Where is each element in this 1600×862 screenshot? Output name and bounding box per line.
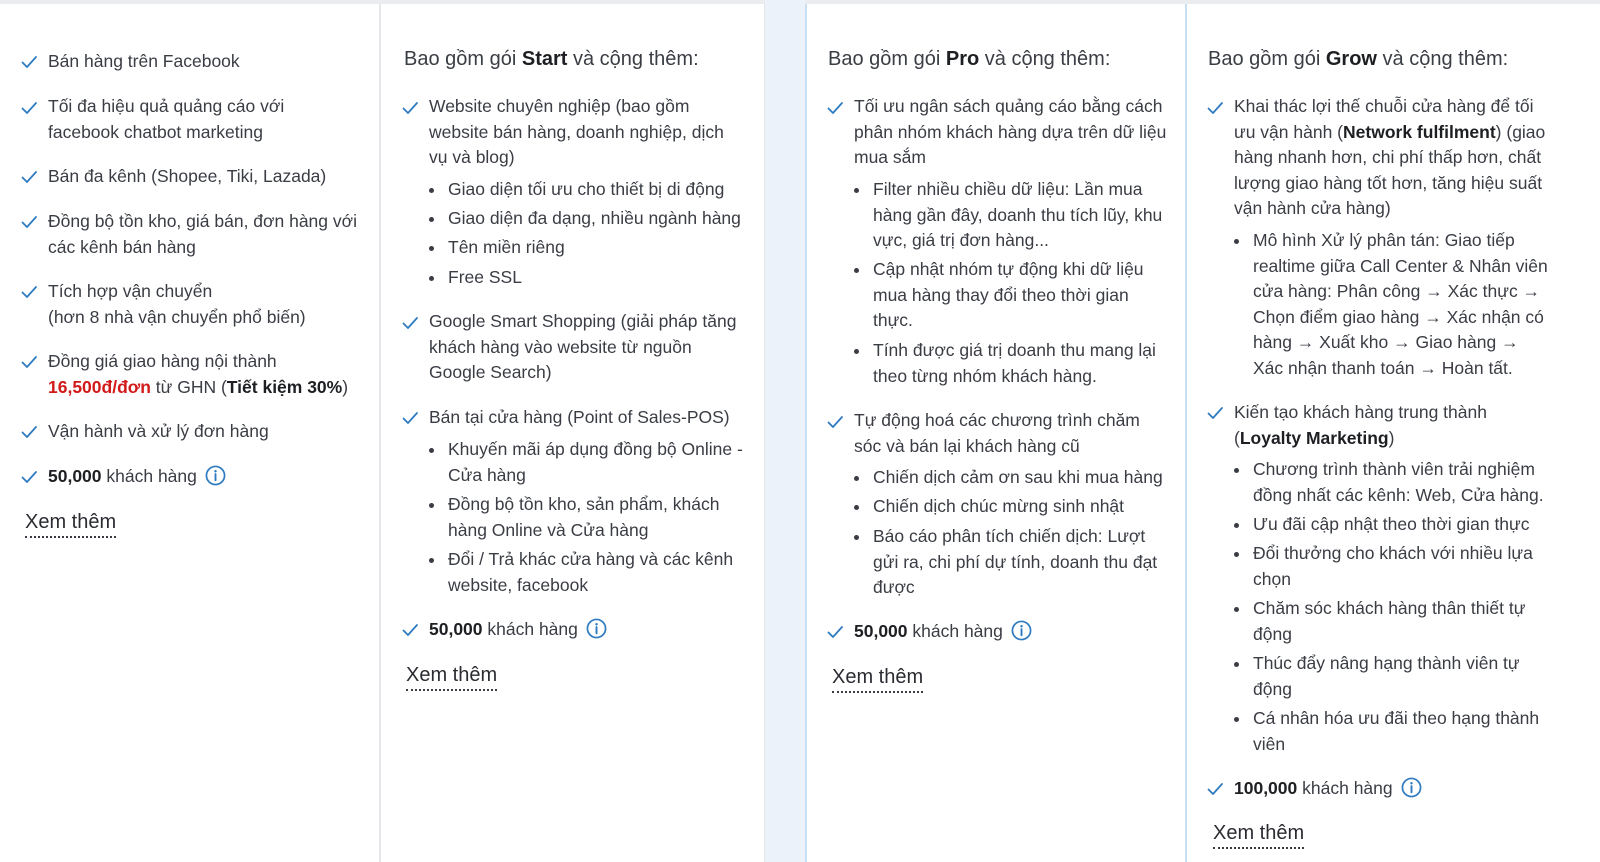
sub-feature: Thúc đẩy nâng hạng thành viên tự động [1253, 651, 1543, 702]
sub-feature: Ưu đãi cập nhật theo thời gian thực [1253, 512, 1553, 538]
check-icon [20, 353, 38, 371]
check-icon [20, 168, 38, 186]
check-icon [1206, 404, 1224, 422]
customer-count-value: 100,000 [1234, 778, 1298, 798]
feature-text: Website chuyên nghiệp (bao gồm website bán hàng, doanh nghiệp, dịch vụ và blog) [429, 96, 724, 167]
sub-feature: Giao diện tối ưu cho thiết bị di động [448, 177, 748, 203]
feature-item: Kiến tạo khách hàng trung thành (Loyalty Marketing) [1234, 402, 1487, 448]
customer-count-label: khách hàng [482, 619, 578, 639]
feature-item [48, 209, 368, 260]
sub-feature: Chương trình thành viên trải nghiệm đồng nhất các kênh: Web, Cửa hàng. [1253, 457, 1553, 508]
customer-count-label: khách hàng [101, 466, 197, 486]
sub-feature: Tính được giá trị doanh thu mang lại theo từng nhóm khách hàng. [873, 338, 1163, 389]
sub-feature: Báo cáo phân tích chiến dịch: Lượt gửi ra, chi phí dự tính, doanh thu đạt được [873, 524, 1168, 601]
feature-text: Tự động hoá các chương trình chăm sóc và bán lại khách hàng cũ [854, 410, 1140, 456]
check-icon [826, 413, 844, 431]
plan-column-start [0, 4, 381, 862]
feature-item: Khai thác lợi thế chuỗi cửa hàng để tối ưu vận hành (Network fulfilment) (giao hàng nhanh hơn, chi phí thấp hơn, chất lượng giao hàng tốt hơn, tăng hiệu suất vận hành cửa hàng) [1234, 96, 1546, 218]
plan-heading: Bao gồm gói Pro và cộng thêm: [828, 48, 1111, 70]
feature-text: Vận hành và xử lý đơn hàng [48, 421, 269, 441]
feature-item [48, 164, 368, 190]
check-icon [1206, 99, 1224, 117]
feature-text: Bán tại cửa hàng (Point of Sales-POS) [429, 407, 730, 427]
feature-item [429, 309, 744, 386]
sub-feature: Chiến dịch chúc mừng sinh nhật [873, 494, 1173, 520]
feature-text: Google Smart Shopping (giải pháp tăng khách hàng vào website từ nguồn Google Search) [429, 311, 737, 382]
plan-name: Start [521, 48, 568, 70]
check-icon [20, 468, 38, 486]
check-icon [20, 53, 38, 71]
feature-text: Bán đa kênh (Shopee, Tiki, Lazada) [48, 166, 327, 186]
price-highlight: 16,500đ/đơn [48, 376, 151, 397]
feature-subtext: (hơn 8 nhà vận chuyển phổ biến) [48, 306, 306, 327]
check-icon [20, 423, 38, 441]
saving-label: Tiết kiệm 30% [226, 376, 343, 397]
info-icon[interactable] [1011, 620, 1032, 641]
sub-feature: Giao diện đa dạng, nhiều ngành hàng [448, 206, 753, 232]
check-icon [20, 99, 38, 117]
feature-text: ) [342, 376, 349, 397]
feature-text: Bán hàng trên Facebook [48, 51, 240, 71]
plan-column-pro [381, 4, 765, 862]
customer-count-value: 50,000 [854, 621, 908, 641]
plan-name: Pro [945, 48, 980, 70]
check-icon [1206, 780, 1224, 798]
info-icon[interactable] [1401, 777, 1422, 798]
see-more-link[interactable]: Xem thêm [406, 664, 497, 691]
feature-bold: Loyalty Marketing [1239, 427, 1389, 448]
sub-feature: Chăm sóc khách hàng thân thiết tự động [1253, 596, 1543, 647]
feature-text: Đồng giá giao hàng nội thành [48, 351, 277, 371]
sub-feature: Khuyến mãi áp dụng đồng bộ Online - Cửa hàng [448, 437, 743, 488]
check-icon [826, 623, 844, 641]
feature-item [48, 419, 368, 445]
customer-count [429, 617, 744, 643]
check-icon [401, 621, 419, 639]
see-more-link[interactable]: Xem thêm [832, 666, 923, 693]
sub-feature: Cập nhật nhóm tự động khi dữ liệu mua hàng thay đổi theo thời gian thực. [873, 257, 1163, 334]
feature-text: Tích hợp vận chuyển [48, 281, 213, 301]
feature-text: Tối ưu ngân sách quảng cáo bằng cách phân nhóm khách hàng dựa trên dữ liệu mua sắm [854, 96, 1167, 167]
feature-item [429, 94, 744, 171]
customer-count [854, 619, 1169, 645]
feature-item [854, 408, 1154, 459]
customer-count-label: khách hàng [907, 621, 1003, 641]
info-icon[interactable] [205, 465, 226, 486]
plan-column-grow [805, 4, 1187, 862]
sub-feature: Chiến dịch cảm ơn sau khi mua hàng [873, 465, 1173, 491]
customer-count [48, 464, 368, 490]
check-icon [20, 213, 38, 231]
feature-item [48, 49, 368, 75]
see-more-link[interactable]: Xem thêm [1213, 822, 1304, 849]
plan-name: Grow [1325, 48, 1377, 70]
sub-feature: Đồng bộ tồn kho, sản phẩm, khách hàng Online và Cửa hàng [448, 492, 743, 543]
sub-feature: Đổi thưởng cho khách với nhiều lựa chọn [1253, 541, 1543, 592]
customer-count-label: khách hàng [1297, 778, 1393, 798]
customer-count [1234, 776, 1554, 802]
sub-feature: Cá nhân hóa ưu đãi theo hạng thành viên [1253, 706, 1553, 757]
info-icon[interactable] [586, 618, 607, 639]
feature-item [429, 405, 744, 431]
sub-feature: Filter nhiều chiều dữ liệu: Lần mua hàng gần đây, doanh thu tích lũy, khu vực, giá trị đơn hàng... [873, 177, 1163, 254]
feature-item [48, 349, 368, 400]
check-icon [826, 99, 844, 117]
feature-item [854, 94, 1169, 171]
plan-heading: Bao gồm gói Start và cộng thêm: [404, 48, 699, 70]
feature-text: Đồng bộ tồn kho, giá bán, đơn hàng với các kênh bán hàng [48, 211, 358, 257]
sub-feature: Free SSL [448, 265, 748, 291]
feature-text: Tối đa hiệu quả quảng cáo với facebook chatbot marketing [48, 96, 285, 142]
feature-item [48, 94, 303, 145]
plan-column-enterprise [1187, 4, 1600, 862]
sub-feature: Mô hình Xử lý phân tán: Giao tiếp realtime giữa Call Center & Nhân viên cửa hàng: Phân công → Xác thực → Chọn điểm giao hàng → Xác nhận có hàng → Xuất kho → Giao hàng → Xác nhận thanh toán → Hoàn tất. [1253, 228, 1553, 381]
check-icon [401, 409, 419, 427]
check-icon [20, 283, 38, 301]
see-more-link[interactable]: Xem thêm [25, 511, 116, 538]
column-gap [765, 0, 805, 862]
plan-heading: Bao gồm gói Grow và cộng thêm: [1208, 48, 1509, 70]
customer-count-value: 50,000 [429, 619, 483, 639]
feature-text: từ GHN ( [150, 376, 227, 397]
feature-item [48, 279, 368, 330]
check-icon [401, 99, 419, 117]
customer-count-value: 50,000 [48, 466, 102, 486]
check-icon [401, 314, 419, 332]
sub-feature: Tên miền riêng [448, 235, 748, 261]
feature-bold: Network fulfilment [1343, 121, 1496, 142]
sub-feature: Đổi / Trả khác cửa hàng và các kênh website, facebook [448, 547, 743, 598]
